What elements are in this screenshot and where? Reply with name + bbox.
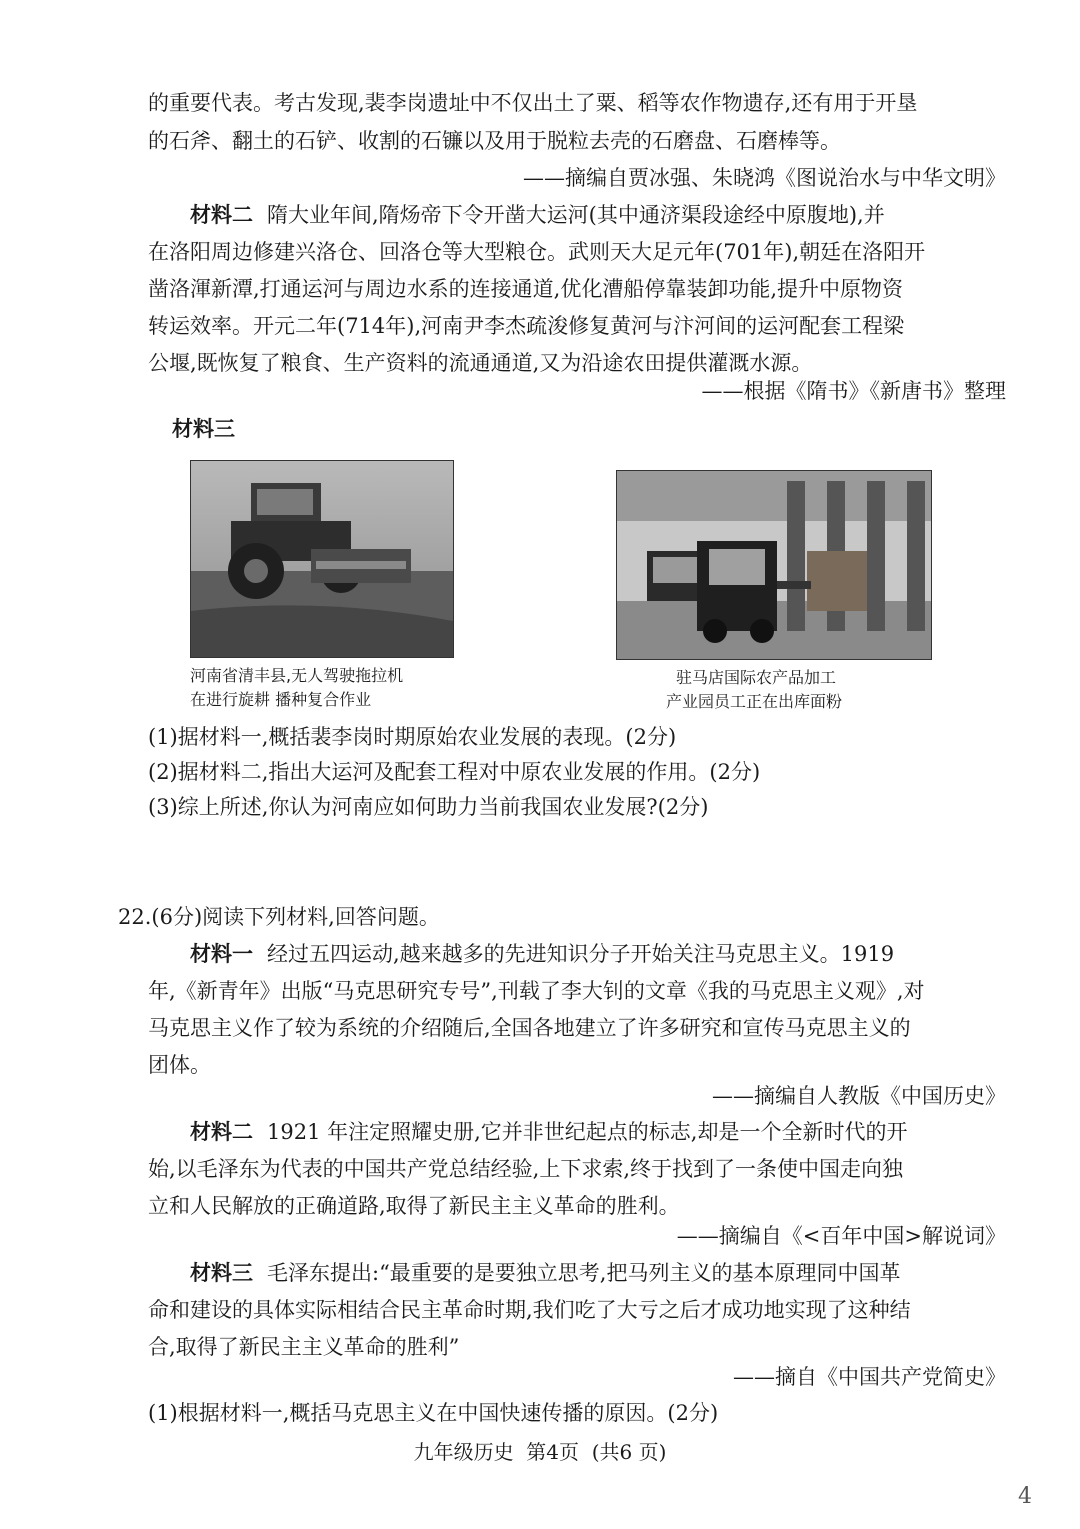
q22-material1-line: 团体。 — [148, 1053, 211, 1077]
photo1-caption-line: 在进行旋耕 播种复合作业 — [190, 690, 372, 709]
source-citation: ——摘编自人教版《中国历史》 — [712, 1084, 1006, 1108]
q22-material1-line: 年,《新青年》出版“马克思研究专号”,刊载了李大钊的文章《我的马克思主义观》,对 — [148, 979, 925, 1003]
source-citation: ——摘编自《<百年中国>解说词》 — [676, 1224, 1006, 1248]
q22-material2-line: 立和人民解放的正确道路,取得了新民主主义革命的胜利。 — [148, 1194, 680, 1218]
source-citation: ——根据《隋书》《新唐书》整理 — [701, 379, 1006, 403]
material-label: 材料二 — [190, 203, 253, 227]
tractor-illustration — [191, 461, 453, 657]
material2-line: 转运效率。开元二年(714年),河南尹李杰疏浚修复黄河与汴河间的运河配套工程梁 — [148, 314, 905, 338]
source-citation: ——摘编自贾冰强、朱晓鸿《图说治水与中华文明》 — [523, 166, 1006, 190]
material2-first-line — [190, 200, 885, 230]
forklift-illustration — [617, 471, 931, 659]
material2-line: 在洛阳周边修建兴洛仓、回洛仓等大型粮仓。武则天大足元年(701年),朝廷在洛阳开 — [148, 240, 926, 264]
passage1-line: 的重要代表。考古发现,裴李岗遗址中不仅出土了粟、稻等农作物遗存,还有用于开垦 — [148, 91, 918, 115]
tractor-photo — [190, 460, 454, 658]
q22-material3-line: 命和建设的具体实际相结合民主革命时期,我们吃了大亏之后才成功地实现了这种结 — [148, 1298, 911, 1322]
material-label: 材料三 — [172, 417, 235, 441]
page-footer: 九年级历史 第4页 (共6 页) — [413, 1440, 667, 1464]
q22-material1-first-line — [190, 939, 894, 969]
page-number: 4 — [1018, 1484, 1032, 1509]
question-item: (1)据材料一,概括裴李岗时期原始农业发展的表现。(2分) — [148, 725, 677, 749]
q22-question-1: (1)根据材料一,概括马克思主义在中国快速传播的原因。(2分) — [148, 1401, 719, 1425]
material-text: 1921 年注定照耀史册,它并非世纪起点的标志,却是一个全新时代的开 — [267, 1120, 908, 1144]
material2-line: 公堰,既恢复了粮食、生产资料的流通通道,又为沿途农田提供灌溉水源。 — [148, 351, 813, 375]
question-item: (3)综上所述,你认为河南应如何助力当前我国农业发展?(2分) — [148, 795, 709, 819]
q22-material3-first-line — [190, 1258, 900, 1288]
photo1-caption-line: 河南省清丰县,无人驾驶拖拉机 — [190, 666, 404, 685]
photo2-caption-line: 产业园员工正在出库面粉 — [666, 692, 843, 711]
photo2-caption-line: 驻马店国际农产品加工 — [676, 668, 837, 687]
q22-material1-line: 马克思主义作了较为系统的介绍随后,全国各地建立了许多研究和宣传马克思主义的 — [148, 1016, 911, 1040]
q22-material2-line: 始,以毛泽东为代表的中国共产党总结经验,上下求索,终于找到了一条使中国走向独 — [148, 1157, 904, 1181]
material3-label — [172, 414, 249, 444]
material-label: 材料二 — [190, 1120, 253, 1144]
passage1-line: 的石斧、翻土的石铲、收割的石镰以及用于脱粒去壳的石磨盘、石磨棒等。 — [148, 129, 841, 153]
question-item: (2)据材料二,指出大运河及配套工程对中原农业发展的作用。(2分) — [148, 760, 761, 784]
q22-material3-line: 合,取得了新民主主义革命的胜利” — [148, 1335, 460, 1359]
question-22-heading: 22.(6分)阅读下列材料,回答问题。 — [118, 905, 440, 929]
material2-line: 凿洛渾新潭,打通运河与周边水系的连接通道,优化漕船停靠装卸功能,提升中原物资 — [148, 277, 904, 301]
material-label: 材料一 — [190, 942, 253, 966]
material-text: 隋大业年间,隋炀帝下令开凿大运河(其中通济渠段途经中原腹地),并 — [267, 203, 885, 227]
material-text: 毛泽东提出:“最重要的是要独立思考,把马列主义的基本原理同中国革 — [267, 1261, 901, 1285]
material-text: 经过五四运动,越来越多的先进知识分子开始关注马克思主义。1919 — [267, 942, 895, 966]
source-citation: ——摘自《中国共产党简史》 — [733, 1365, 1006, 1389]
material-label: 材料三 — [190, 1261, 253, 1285]
warehouse-photo — [616, 470, 932, 660]
q22-material2-first-line — [190, 1117, 907, 1147]
